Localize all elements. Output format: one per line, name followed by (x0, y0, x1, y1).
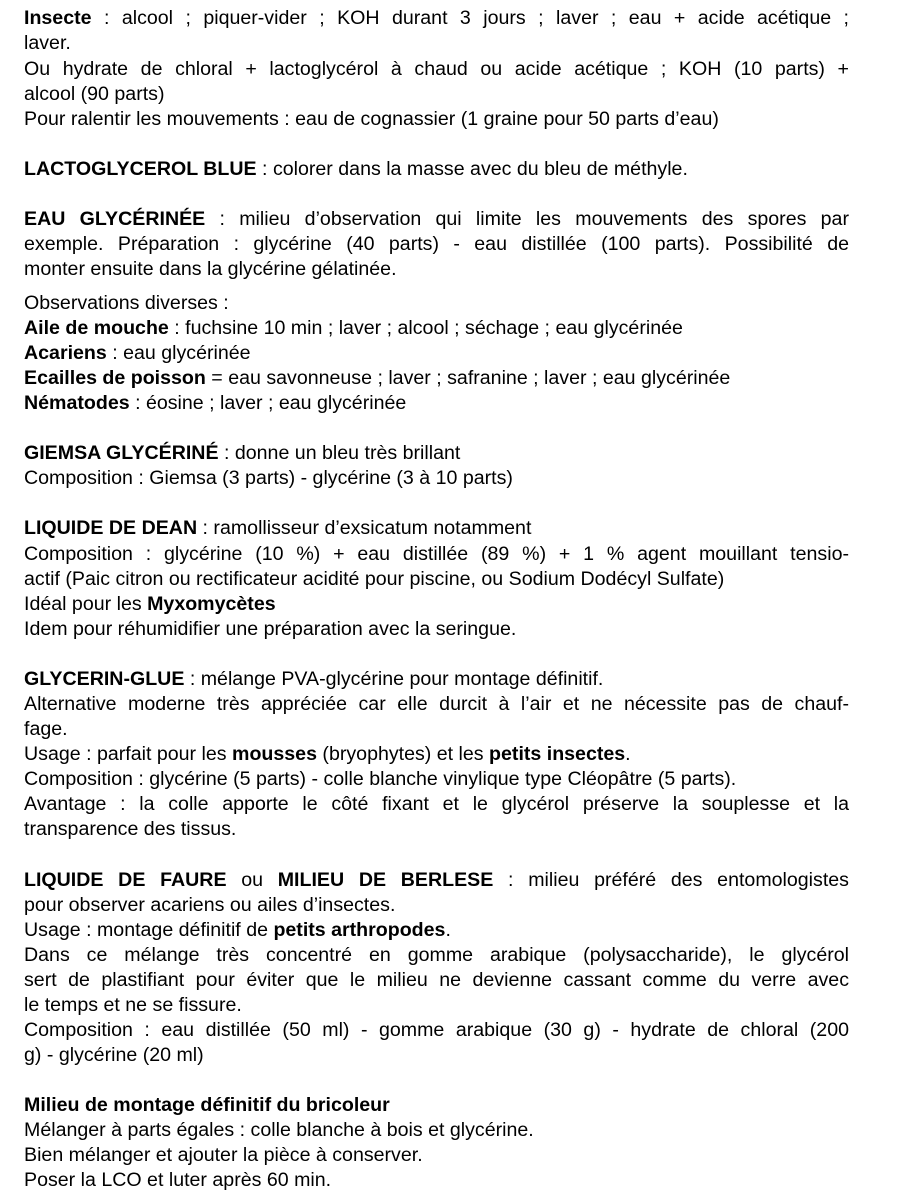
glycerin-glue-avantage-2: transparence des tissus. (24, 818, 237, 840)
lactoglycerol-term: LACTOGLYCEROL BLUE (24, 158, 257, 180)
eau-glycerinee-term: EAU GLYCÉRINÉE (24, 208, 206, 230)
giemsa-line: GIEMSA GLYCÉRINÉ : donne un bleu très brillant (24, 442, 461, 464)
insecte-line-3: Ou hydrate de chloral + lactoglycérol à chaud ou acide acétique ; KOH (10 parts) + (24, 58, 849, 80)
faure-desc-2: sert de plastifiant pour éviter que le milieu ne devienne cassant comme du verre avec (24, 969, 849, 991)
insecte-term: Insecte (24, 7, 92, 29)
dean-composition-2: actif (Paic citron ou rectificateur acidité pour piscine, ou Sodium Dodécyl Sulfate) (24, 568, 725, 590)
insecte-line-1: Insecte : alcool ; piquer-vider ; KOH durant 3 jours ; laver ; eau + acide acétique ; (24, 7, 849, 29)
insecte-line-5: Pour ralentir les mouvements : eau de cognassier (1 graine pour 50 parts d’eau) (24, 108, 719, 130)
faure-desc-3: le temps et ne se fissure. (24, 994, 242, 1016)
faure-desc-1: Dans ce mélange très concentré en gomme arabique (polysaccharide), le glycérol (24, 944, 849, 966)
giemsa-composition: Composition : Giemsa (3 parts) - glycérine (3 à 10 parts) (24, 467, 513, 489)
eau-glycerinee-line-3: monter ensuite dans la glycérine gélatinée. (24, 258, 397, 280)
insecte-line-4: alcool (90 parts) (24, 83, 165, 105)
observation-item: Acariens : eau glycérinée (24, 342, 251, 364)
glycerin-glue-usage: Usage : parfait pour les mousses (bryophytes) et les petits insectes. (24, 743, 631, 765)
faure-usage: Usage : montage définitif de petits arthropodes. (24, 919, 451, 941)
bricoleur-line-2: Bien mélanger et ajouter la pièce à conserver. (24, 1144, 423, 1166)
dean-composition-1: Composition : glycérine (10 %) + eau distillée (89 %) + 1 % agent mouillant tensio- (24, 543, 849, 565)
faure-composition-2: g) - glycérine (20 ml) (24, 1044, 204, 1066)
lactoglycerol-line: LACTOGLYCEROL BLUE : colorer dans la masse avec du bleu de méthyle. (24, 158, 688, 180)
eau-glycerinee-line-2: exemple. Préparation : glycérine (40 parts) - eau distillée (100 parts). Possibilité de (24, 233, 849, 255)
dean-line: LIQUIDE DE DEAN : ramollisseur d’exsicatum notamment (24, 517, 532, 539)
bricoleur-line-3: Poser la LCO et luter après 60 min. (24, 1169, 332, 1191)
glycerin-glue-term: GLYCERIN-GLUE (24, 668, 185, 690)
dean-term: LIQUIDE DE DEAN (24, 517, 198, 539)
glycerin-glue-composition: Composition : glycérine (5 parts) - colle blanche vinylique type Cléopâtre (5 parts). (24, 768, 737, 790)
giemsa-term: GIEMSA GLYCÉRINÉ (24, 442, 219, 464)
berlese-term: MILIEU DE BERLESE (277, 869, 494, 891)
faure-term: LIQUIDE DE FAURE (24, 869, 227, 891)
dean-ideal: Idéal pour les Myxomycètes (24, 593, 276, 615)
observations-header: Observations diverses : (24, 292, 229, 314)
faure-composition-1: Composition : eau distillée (50 ml) - gomme arabique (30 g) - hydrate de chloral (200 (24, 1019, 849, 1041)
faure-line-2: pour observer acariens ou ailes d’insectes. (24, 894, 396, 916)
bricoleur-line-1: Mélanger à parts égales : colle blanche à bois et glycérine. (24, 1119, 534, 1141)
observation-item: Ecailles de poisson = eau savonneuse ; laver ; safranine ; laver ; eau glycérinée (24, 367, 731, 389)
eau-glycerinee-line-1: EAU GLYCÉRINÉE : milieu d’observation qui limite les mouvements des spores par (24, 208, 849, 230)
glycerin-glue-alt-2: fage. (24, 718, 68, 740)
observation-item: Nématodes : éosine ; laver ; eau glycérinée (24, 392, 407, 414)
insecte-line-2: laver. (24, 32, 71, 54)
glycerin-glue-avantage-1: Avantage : la colle apporte le côté fixant et le glycérol préserve la souplesse et la (24, 793, 849, 815)
dean-idem: Idem pour réhumidifier une préparation avec la seringue. (24, 618, 517, 640)
faure-line-1: LIQUIDE DE FAURE ou MILIEU DE BERLESE : milieu préféré des entomologistes (24, 869, 849, 891)
observation-item: Aile de mouche : fuchsine 10 min ; laver ; alcool ; séchage ; eau glycérinée (24, 317, 683, 339)
glycerin-glue-alt-1: Alternative moderne très appréciée car elle durcit à l’air et ne nécessite pas de chauf- (24, 693, 849, 715)
bricoleur-title: Milieu de montage définitif du bricoleur (24, 1094, 390, 1116)
glycerin-glue-line: GLYCERIN-GLUE : mélange PVA-glycérine pour montage définitif. (24, 668, 604, 690)
